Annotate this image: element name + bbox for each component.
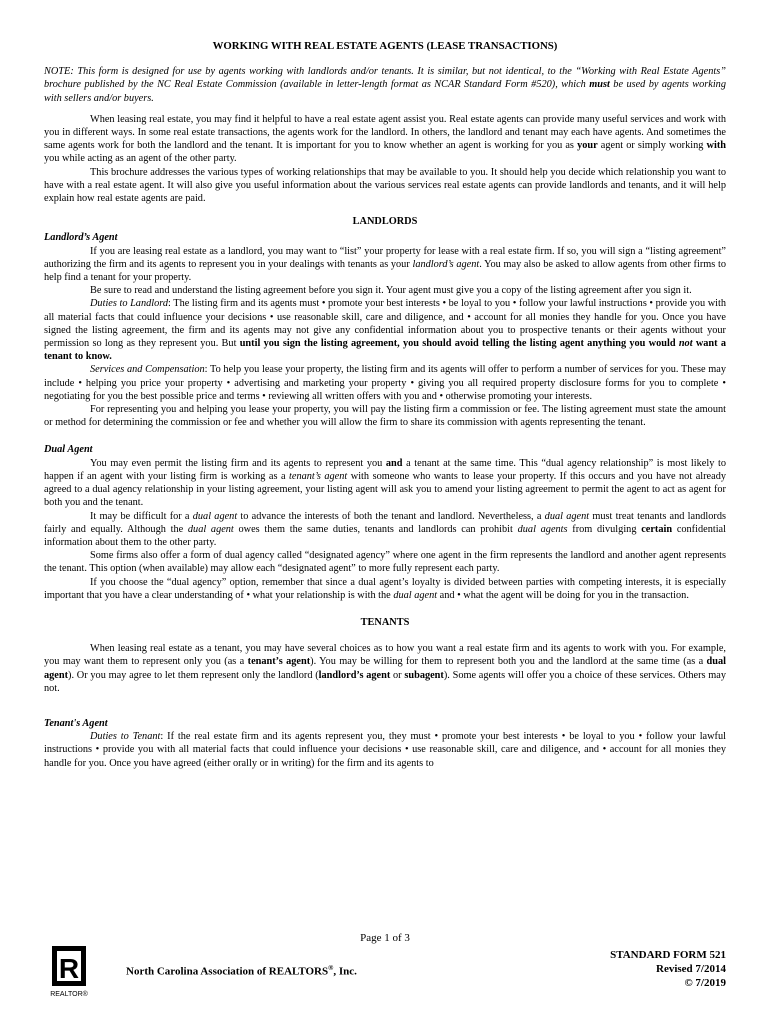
- landlord-p1-b: landlord’s agent: [412, 258, 480, 270]
- intro1-text-a: When leasing real estate, you may find it helpful to have a real estate agent assist you. Real estate agents can provide many useful services and work with you in different ways. In some real estate transactions, the agents work for the landlord. In others, the landlord and tenant may each have agents. And sometimes the same agents work for both the landlord and the tenant. It is important for you to know whether an agent is working for you as: [44, 113, 726, 152]
- dual-p4-c: and • what the agent will be doing for you in the transaction.: [437, 589, 689, 601]
- tenants-p2-b: : If the real estate firm and its agents represent you, they must • promote your best interests • be loyal to you • follow your lawful instructions • provide you with all material facts that could influence your decisions • use reasonable skill, care and diligence, and • account for all monies they handle for you. Once you have agreed (either orally or in writing) for the firm and its agents to: [44, 731, 727, 769]
- landlord-p3-e: want a tenant to know.: [44, 338, 726, 363]
- dual-p2-f: dual agent: [187, 523, 234, 535]
- intro-paragraph-1: [44, 113, 726, 166]
- tenants-p1-i: ). Some agents will offer you a choice of these services. Others may not.: [44, 669, 727, 694]
- note-paragraph: [44, 65, 726, 105]
- org-suffix: , Inc.: [333, 965, 357, 978]
- dual-paragraph-3: Some firms also offer a form of dual agency called “designated agency” where one agent in the firm represents the landlord and another agent represents the tenant. This option (when available) may allow each “designated agent” to more fully represent each party.: [44, 550, 726, 575]
- tenants-p1-d: dual agent: [44, 656, 727, 681]
- note-text-end: be used by agents working with sellers and/or buyers.: [44, 79, 726, 104]
- dual-p1-and: and: [385, 457, 403, 469]
- landlord-paragraph-5: For representing you and helping you lease your property, you will pay the listing firm a commission or fee. The listing agreement must state the amount or method for determining the commission or fee and whether you will allow the firm to share its commission with agents representing the tenant.: [44, 404, 726, 429]
- note-text: NOTE: This form is designed for use by agents working with landlords and/or tenants. It is similar, but not identical, to the “Working with Real Estate Agents” brochure published by the NC Real Estate Commission (available in letter-length format as NCAR Standard Form #520), which: [44, 66, 726, 91]
- tenants-paragraph-2: [44, 730, 726, 770]
- intro1-text-c: agent or simply working: [597, 140, 707, 152]
- dual-p2-e: must treat tenants and landlords fairly and equally. Although the: [44, 510, 726, 535]
- tenants-paragraph-1: [44, 642, 726, 695]
- tenants-heading: TENANTS: [360, 616, 410, 628]
- dual-p2-d: dual agent: [544, 510, 590, 522]
- document-title: WORKING WITH REAL ESTATE AGENTS (LEASE TRANSACTIONS): [212, 40, 558, 52]
- dual-p2-a: It may be difficult for a: [90, 510, 193, 522]
- tenants-p1-f: landlord’s agent: [318, 669, 391, 681]
- document-body: [44, 40, 726, 770]
- landlord-paragraph-2: Be sure to read and understand the listing agreement before you sign it. Your agent must give you a copy of the listing agreement after you sign it.: [90, 285, 692, 297]
- dual-p2-g: owes them the same duties, tenants and landlords can prohibit: [233, 523, 518, 535]
- landlord-paragraph-3: [44, 297, 726, 363]
- duties-to-tenant-label: Duties to Tenant: [90, 731, 161, 743]
- note-emphasis: must: [589, 79, 610, 91]
- intro1-text-e: you while acting as an agent of the other party.: [44, 153, 237, 165]
- dual-paragraph-1: [44, 457, 726, 510]
- tenants-p1-b: tenant’s agent: [247, 656, 311, 668]
- dual-p2-b: dual agent: [192, 510, 238, 522]
- page-number: Page 1 of 3: [360, 932, 410, 944]
- intro1-with: with: [706, 140, 726, 152]
- landlord-p3-b: : The listing firm and its agents must • promote your best interests • be loyal to you • follow your lawful instructions • provide you with all material facts that could influence your decisions • use reasonable skill, care and diligence, and • account for all monies they handle for you. Once you have signed the listing agreement, the firm and its agents may not give any confidential information about you to prospective tenants or their agents without your permission so long as they represent you. But: [44, 298, 726, 350]
- dual-p4-b: dual agent: [393, 589, 438, 601]
- dual-p2-certain: certain: [641, 523, 673, 535]
- tenants-p1-a: When leasing real estate as a tenant, you may have several choices as to how you want a real estate firm and its agents to work with you. For example, you may want them to represent only you (as a: [44, 643, 726, 668]
- landlords-heading: LANDLORDS: [352, 216, 418, 228]
- dual-p1-e: with someone who wants to lease your property. If this occurs and you have not already agreed to a dual agency relationship in your listing agreement, your listing agent will ask you to amend your listing agreement to permit the agent to act as agent for both you and the tenant.: [44, 470, 726, 509]
- dual-p2-h: dual agents: [517, 523, 568, 535]
- landlord-paragraph-1: [44, 245, 726, 285]
- duties-to-landlord-label: Duties to Landlord: [90, 298, 169, 310]
- landlord-p1-a: If you are leasing real estate as a landlord, you may want to “list” your property for lease with a real estate firm. If so, you will sign a “listing agreement” authorizing the firm and its agents to represent you in your dealings with tenants as your: [44, 245, 726, 270]
- dual-p2-k: confidential information about them to the other party.: [44, 523, 726, 548]
- landlord-paragraph-4: [44, 363, 726, 403]
- dual-p1-c: a tenant at the same time. This “dual agency relationship” is most likely to happen if an agent with your listing firm is working as a: [44, 457, 726, 482]
- dual-paragraph-2: [44, 510, 726, 550]
- svg-text:R: R: [58, 953, 80, 984]
- landlord-p3-c: until you sign the listing agreement, you should avoid telling the listing agent anything you would: [239, 338, 679, 350]
- dual-p2-c: to advance the interests of both the tenant and landlord. Nevertheless, a: [237, 510, 545, 522]
- tenants-p1-c: ). You may be willing for them to represent both you and the landlord at the same time (as a: [310, 656, 707, 668]
- page-footer: [0, 928, 770, 1024]
- services-compensation-label: Services and Compensation: [90, 364, 205, 376]
- landlords-agent-subheading: Landlord’s Agent: [44, 232, 118, 244]
- dual-p1-d: tenant’s agent: [289, 470, 348, 482]
- dual-p4-a: If you choose the “dual agency” option, remember that since a dual agent’s loyalty is divided between parties with competing interests, it is especially important that you have a clear understanding of • what your relationship is with the: [44, 576, 726, 601]
- copyright-date: © 7/2019: [684, 977, 726, 989]
- tenants-p1-e: ). Or you may agree to let them represent only the landlord (: [68, 669, 319, 681]
- tenants-p1-g: or: [390, 669, 405, 681]
- form-info: [610, 948, 726, 990]
- dual-agent-subheading: Dual Agent: [44, 444, 93, 456]
- landlord-p1-c: . You may also be asked to allow agents from other firms to help find a tenant for your property.: [44, 258, 726, 284]
- intro-paragraph-2: This brochure addresses the various types of working relationships that may be available to you. It should help you decide which relationship you want to have with a real estate agent. It will also give you useful information about the various services real estate agents can provide landlords and tenants, and it will help explain how real estate agents are paid.: [44, 166, 726, 205]
- dual-paragraph-4: [44, 576, 726, 602]
- dual-p2-i: from divulging: [567, 523, 642, 535]
- tenants-agent-subheading: Tenant's Agent: [44, 717, 108, 729]
- landlord-p3-not: not: [678, 338, 693, 350]
- revised-date: Revised 7/2014: [656, 963, 726, 975]
- intro1-your: your: [577, 140, 598, 152]
- registered-mark: ®: [328, 964, 334, 972]
- svg-text:REALTOR®: REALTOR®: [50, 991, 88, 998]
- realtor-logo-icon: [48, 946, 94, 998]
- form-number: STANDARD FORM 521: [610, 949, 726, 961]
- landlord-p4-b: : To help you lease your property, the listing firm and its agents will offer to perform a number of services for you. These may include • helping you price your property • advertising and marketing your property • giving you all required property disclosure forms for you to complete • negotiating for you the best possible price and terms • reviewing all written offers with you and • otherwise promoting your interests.: [44, 364, 726, 402]
- organization-name: [126, 964, 357, 978]
- tenants-p1-h: subagent: [404, 669, 444, 681]
- dual-p1-a: You may even permit the listing firm and its agents to represent you: [90, 457, 386, 469]
- org-text: North Carolina Association of REALTORS: [126, 965, 329, 978]
